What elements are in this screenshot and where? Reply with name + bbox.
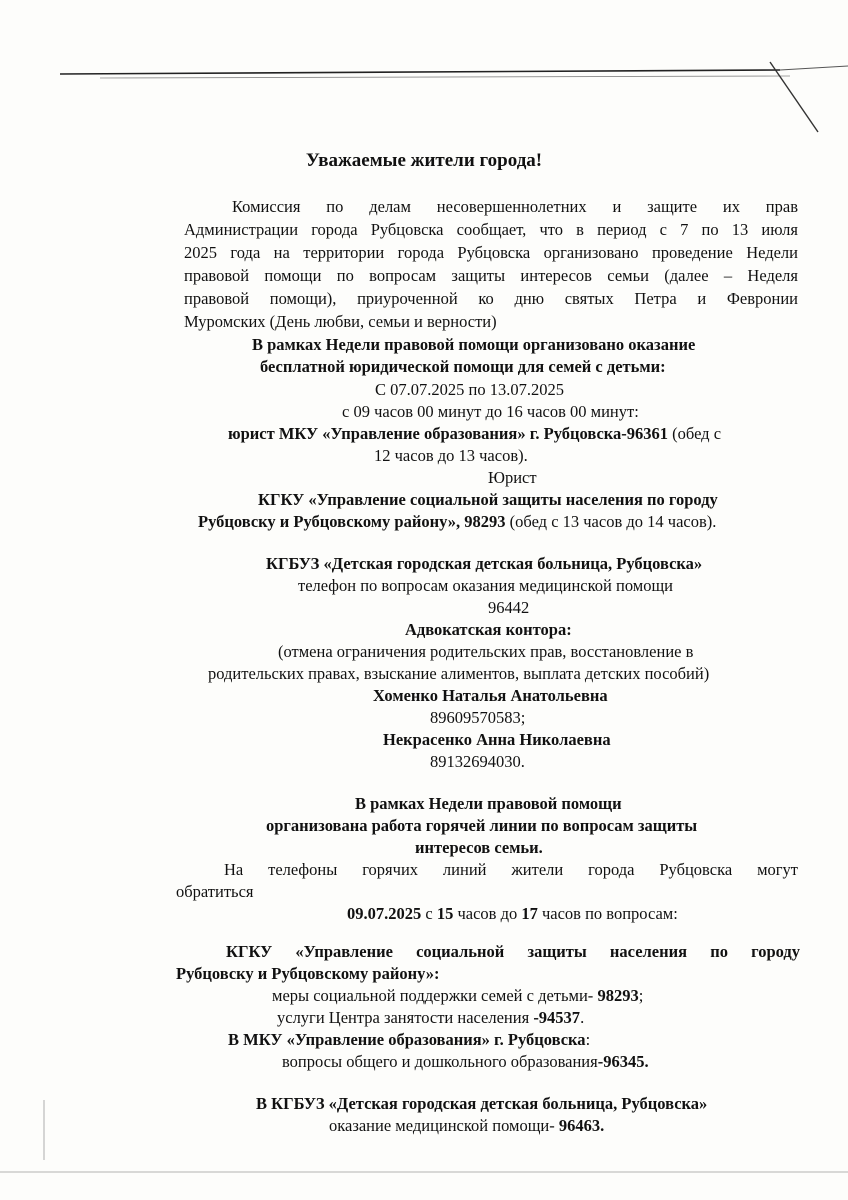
time-to: 17 — [521, 904, 538, 923]
advocate-desc-1: (отмена ограничения родительских прав, восстановление в — [278, 642, 694, 661]
education-line — [282, 1051, 649, 1072]
section1-mku-line-2: 12 часов до 13 часов). — [374, 446, 528, 465]
section2-kgku-line-2: Рубцовску и Рубцовскому району»: — [176, 964, 440, 983]
intro-line-1: Комиссия по делам несовершеннолетних и защите их прав — [232, 197, 798, 216]
mku-bold-text: юрист МКУ «Управление образования» г. Рубцовска-96361 — [228, 424, 669, 443]
support-line — [272, 985, 643, 1006]
intro-line-4: правовой помощи по вопросам защиты интересов семьи (далее – Неделя — [184, 266, 798, 285]
advocate-1-name: Хоменко Наталья Анатольевна — [373, 686, 608, 705]
advocate-heading: Адвокатская контора: — [405, 620, 572, 639]
section2-heading-2: организована работа горячей линии по вопросам защиты — [266, 816, 698, 835]
section1-hours: с 09 часов 00 минут до 16 часов 00 минут: — [342, 402, 639, 421]
intro-line-6: Муромских (День любви, семьи и верности) — [184, 312, 497, 331]
employment-text: услуги Центра занятости населения — [277, 1008, 534, 1027]
section1-dates: С 07.07.2025 по 13.07.2025 — [375, 380, 564, 399]
date-part-c: часов по вопросам: — [537, 904, 678, 923]
education-phone: -96345. — [597, 1052, 649, 1071]
section1-heading-2: бесплатной юридической помощи для семей с детьми: — [260, 357, 666, 376]
section1-hospital-phone: 96442 — [488, 598, 530, 617]
mku-heading: В МКУ «Управление образования» г. Рубцовска — [228, 1030, 586, 1049]
section2-hospital-heading: В КГБУЗ «Детская городская детская больница, Рубцовска» — [256, 1094, 708, 1113]
section1-heading-1: В рамках Недели правовой помощи организовано оказание — [252, 335, 696, 354]
advocate-1-phone: 89609570583; — [430, 708, 526, 727]
section1-hospital: КГБУЗ «Детская городская детская больница, Рубцовска» — [266, 554, 703, 573]
section2-date-line — [347, 903, 678, 924]
section1-kgku-line-1: КГКУ «Управление социальной защиты населения по городу — [258, 490, 718, 509]
support-end: ; — [638, 986, 644, 1005]
employment-line — [277, 1007, 584, 1028]
mku-heading-line — [228, 1029, 590, 1050]
employment-phone: -94537 — [533, 1008, 581, 1027]
section1-lawyer: Юрист — [488, 468, 537, 487]
section2-kgku-line-1: КГКУ «Управление социальной защиты населения по городу — [226, 942, 800, 961]
intro-line-3: 2025 года на территории города Рубцовска организовано проведение Недели — [184, 243, 798, 262]
employment-end: . — [580, 1008, 585, 1027]
advocate-desc-2: родительских правах, взыскание алиментов, выплата детских пособий) — [208, 664, 710, 683]
section2-intro-2: обратиться — [176, 882, 254, 901]
advocate-2-name: Некрасенко Анна Николаевна — [383, 730, 611, 749]
kgku-rest-text: (обед с 13 часов до 14 часов). — [505, 512, 717, 531]
time-from: 15 — [436, 904, 454, 923]
kgku-bold-text: Рубцовску и Рубцовскому району», 98293 — [198, 512, 506, 531]
section2-heading-1: В рамках Недели правовой помощи — [355, 794, 622, 813]
medical-line — [329, 1115, 604, 1136]
mku-colon: : — [585, 1030, 591, 1049]
medical-text: оказание медицинской помощи- — [329, 1116, 559, 1135]
advocate-2-phone: 89132694030. — [430, 752, 525, 771]
section2-intro-1: На телефоны горячих линий жители города Рубцовска могут — [224, 860, 798, 879]
support-phone: 98293 — [597, 986, 639, 1005]
medical-phone: 96463. — [558, 1116, 605, 1135]
intro-line-5: правовой помощи), приуроченной ко дню святых Петра и Февронии — [184, 289, 798, 308]
section1-hospital-phone-label: телефон по вопросам оказания медицинской помощи — [298, 576, 673, 595]
intro-line-2: Администрации города Рубцовска сообщает, что в период с 7 по 13 июля — [184, 220, 798, 239]
support-text: меры социальной поддержки семей с детьми- — [272, 986, 598, 1005]
page-title: Уважаемые жители города! — [305, 150, 543, 171]
section1-mku-line — [228, 423, 721, 444]
date-bold: 09.07.2025 — [347, 904, 422, 923]
date-part-a: с — [421, 904, 437, 923]
section2-heading-3: интересов семьи. — [415, 838, 543, 857]
section1-kgku-line-2 — [198, 511, 716, 532]
mku-rest-text: (обед с — [668, 424, 722, 443]
date-part-b: часов до — [453, 904, 522, 923]
education-text: вопросы общего и дошкольного образования — [282, 1052, 598, 1071]
